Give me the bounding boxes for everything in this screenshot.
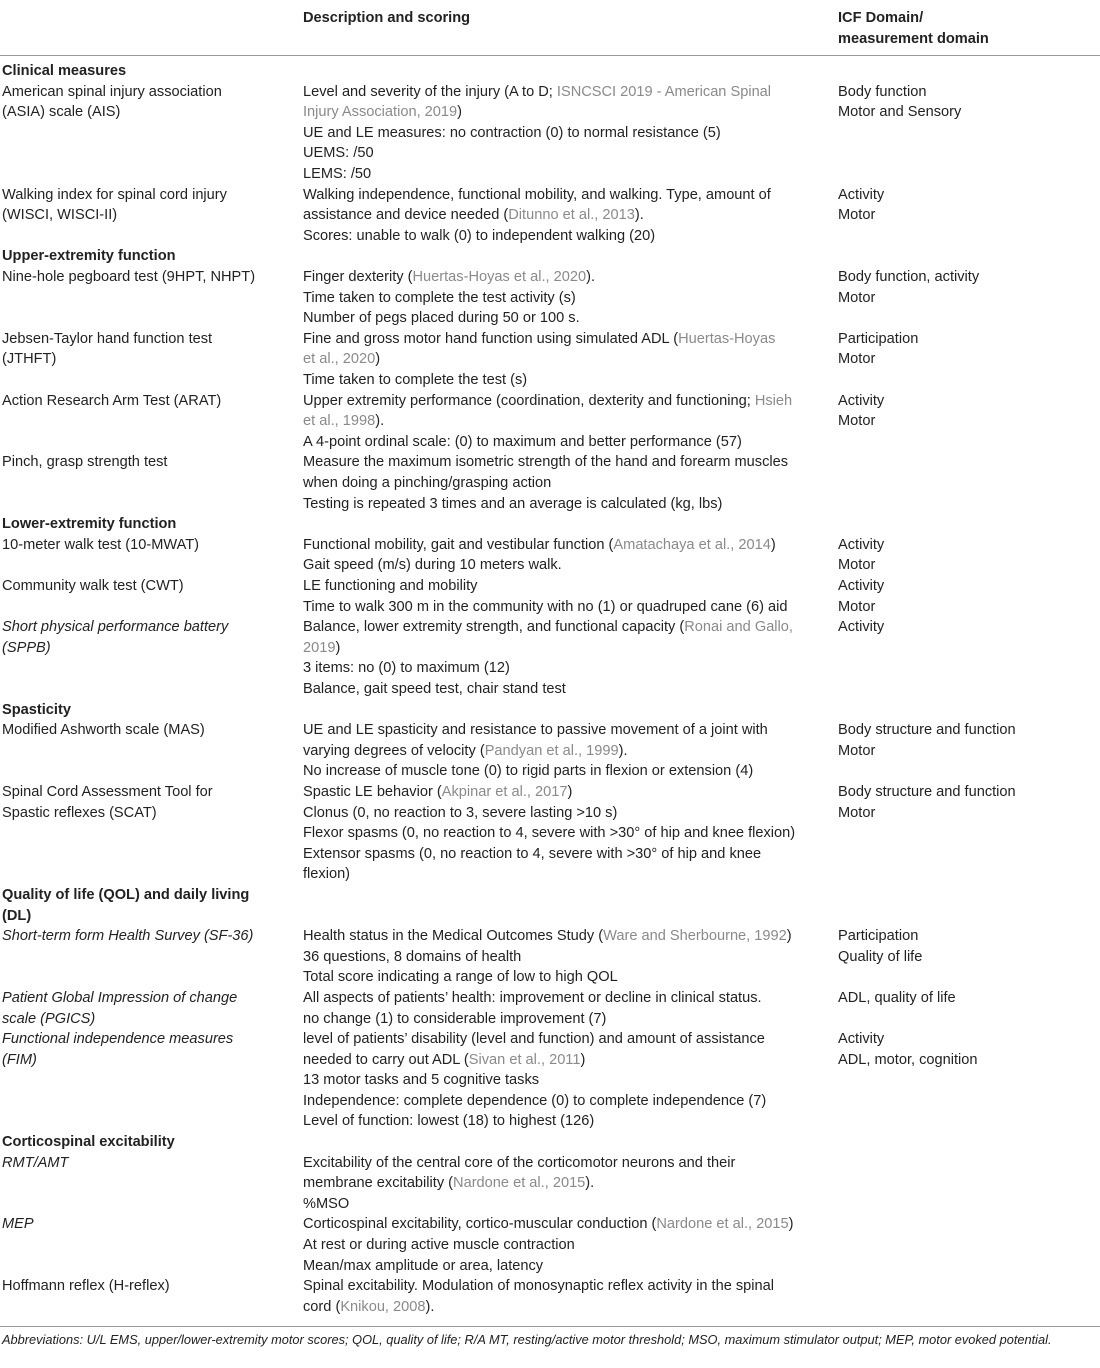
description-line [303, 452, 828, 473]
measure-name-cell [2, 185, 292, 226]
measure-name-line: Modified Ashworth scale (MAS) [2, 722, 205, 739]
measure-name-line: American spinal injury association [2, 83, 222, 100]
description-line [303, 967, 828, 988]
icf-domain-line: Motor and Sensory [838, 104, 962, 121]
citation-link[interactable]: Huertas-Hoyas [678, 330, 776, 347]
description-text: Time taken to complete the test activity (s) [303, 289, 576, 306]
table-row [0, 185, 1100, 247]
table-footer-divider [0, 1326, 1100, 1327]
description-text: Gait speed (m/s) during 10 meters walk. [303, 557, 562, 574]
measure-name-cell [2, 576, 292, 597]
description-line [303, 349, 828, 370]
table-row [0, 267, 1100, 329]
icf-domain-cell [838, 926, 1098, 967]
icf-domain-line: Body function [838, 83, 927, 100]
citation-link[interactable]: Injury Association, 2019 [303, 104, 458, 121]
description-cell [303, 1214, 828, 1276]
measure-name-cell [2, 82, 292, 123]
description-text: ). [375, 413, 385, 430]
description-text: Number of pegs placed during 50 or 100 s. [303, 310, 580, 327]
table-body [0, 61, 1100, 1317]
description-cell [303, 1276, 828, 1317]
description-text: 36 questions, 8 domains of health [303, 948, 522, 965]
citation-link[interactable]: Ditunno et al., 2013 [508, 207, 635, 224]
description-line [303, 432, 828, 453]
citation-link[interactable]: Pandyan et al., 1999 [484, 742, 619, 759]
description-text: ) [786, 928, 792, 945]
measure-name-line: scale (PGICS) [2, 1010, 96, 1027]
section-header-row [0, 514, 1100, 535]
description-text: level of patients’ disability (level and function) and amount of assistance [303, 1031, 765, 1048]
icf-domain-cell [838, 988, 1098, 1009]
icf-domain-cell [838, 391, 1098, 432]
description-line [303, 1050, 828, 1071]
description-text: no change (1) to considerable improvement (7) [303, 1010, 607, 1027]
description-text: needed to carry out ADL ( [303, 1051, 469, 1068]
description-cell [303, 452, 828, 514]
measure-name-cell [2, 926, 292, 947]
citation-link[interactable]: 2019 [303, 639, 336, 656]
description-text: Total score indicating a range of low to high QOL [303, 969, 618, 986]
description-line [303, 1256, 828, 1277]
table-header [0, 0, 1100, 56]
description-text: Flexor spasms (0, no reaction to 4, severe with >30° of hip and knee flexion) [303, 825, 796, 842]
icf-domain-cell [838, 267, 1098, 308]
description-text: membrane excitability ( [303, 1175, 454, 1192]
description-line [303, 391, 828, 412]
description-text: Time taken to complete the test (s) [303, 371, 528, 388]
icf-domain-line: Motor [838, 289, 876, 306]
section-title [2, 514, 292, 535]
description-line [303, 308, 828, 329]
citation-link[interactable]: Nardone et al., 2015 [656, 1216, 789, 1233]
section-title [2, 1132, 292, 1153]
description-text: A 4-point ordinal scale: (0) to maximum and better performance (57) [303, 433, 742, 450]
description-line [303, 844, 828, 865]
description-text: ) [375, 351, 381, 368]
description-line [303, 741, 828, 762]
table-row [0, 782, 1100, 885]
description-text: UE and LE measures: no contraction (0) to normal resistance (5) [303, 124, 721, 141]
table-row [0, 988, 1100, 1029]
section-header-row [0, 1132, 1100, 1153]
measure-name-line: Nine-hole pegboard test (9HPT, NHPT) [2, 268, 256, 285]
measure-name-cell [2, 1029, 292, 1070]
citation-link[interactable]: et al., 2020 [303, 351, 376, 368]
description-text: Time to walk 300 m in the community with no (1) or quadruped cane (6) aid [303, 598, 788, 615]
measure-name-line: (FIM) [2, 1051, 37, 1068]
measure-name-line: Community walk test (CWT) [2, 577, 184, 594]
icf-domain-cell [838, 329, 1098, 370]
citation-link[interactable]: ISNCSCI 2019 - American Spinal [556, 83, 772, 100]
description-text: ) [580, 1051, 586, 1068]
description-line [303, 370, 828, 391]
measure-name-line: MEP [2, 1216, 34, 1233]
description-text: 3 items: no (0) to maximum (12) [303, 660, 510, 677]
description-line [303, 205, 828, 226]
description-line [303, 164, 828, 185]
description-cell [303, 391, 828, 453]
description-text: UE and LE spasticity and resistance to passive movement of a joint with [303, 722, 768, 739]
section-title [2, 61, 292, 82]
description-text: At rest or during active muscle contraction [303, 1237, 575, 1254]
section-header-row [0, 246, 1100, 267]
description-line [303, 761, 828, 782]
description-line [303, 1091, 828, 1112]
icf-domain-line: Participation [838, 928, 919, 945]
description-text: Functional mobility, gait and vestibular function ( [303, 536, 614, 553]
description-line [303, 823, 828, 844]
description-text: Extensor spasms (0, no reaction to 4, severe with >30° of hip and knee [303, 845, 762, 862]
citation-link[interactable]: Ronai and Gallo, [684, 619, 793, 636]
column-header-description: Description and scoring [303, 10, 471, 26]
description-line [303, 288, 828, 309]
measure-name-line: Action Research Arm Test (ARAT) [2, 392, 222, 409]
measure-name-line: (ASIA) scale (AIS) [2, 104, 121, 121]
description-text: ). [634, 207, 644, 224]
description-text: Health status in the Medical Outcomes Study ( [303, 928, 604, 945]
citation-link[interactable]: Akpinar et al., 2017 [441, 783, 568, 800]
description-text: LEMS: /50 [303, 165, 372, 182]
description-cell [303, 617, 828, 699]
description-text: ). [618, 742, 628, 759]
description-text: varying degrees of velocity ( [303, 742, 485, 759]
description-text: UEMS: /50 [303, 145, 374, 162]
description-text: Walking independence, functional mobility, and walking. Type, amount of [303, 186, 771, 203]
description-text: ) [788, 1216, 794, 1233]
icf-domain-line: Activity [838, 619, 885, 636]
description-line [303, 597, 828, 618]
description-line [303, 185, 828, 206]
description-line [303, 638, 828, 659]
description-text: Corticospinal excitability, cortico-muscular conduction ( [303, 1216, 657, 1233]
measure-name-cell [2, 617, 292, 658]
description-text: ) [567, 783, 573, 800]
icf-domain-line: Activity [838, 186, 885, 203]
description-cell [303, 988, 828, 1029]
measure-name-cell [2, 720, 292, 741]
icf-domain-line: Activity [838, 1031, 885, 1048]
description-text: Independence: complete dependence (0) to complete independence (7) [303, 1092, 767, 1109]
description-cell [303, 185, 828, 247]
description-line [303, 1153, 828, 1174]
column-header-icf-domain [838, 8, 989, 49]
description-line [303, 1070, 828, 1091]
citation-link[interactable]: Hsieh [754, 392, 793, 409]
description-line [303, 555, 828, 576]
description-line [303, 411, 828, 432]
description-cell [303, 267, 828, 329]
description-line [303, 143, 828, 164]
section-header-row [0, 61, 1100, 82]
table-row [0, 1276, 1100, 1317]
measure-name-cell [2, 782, 292, 823]
table-row [0, 926, 1100, 988]
table-row [0, 617, 1100, 699]
description-text: LE functioning and mobility [303, 577, 478, 594]
description-line [303, 535, 828, 556]
description-line [303, 82, 828, 103]
description-text: All aspects of patients’ health: improvement or decline in clinical status. [303, 989, 762, 1006]
table-row [0, 1153, 1100, 1215]
icf-domain-cell [838, 185, 1098, 226]
description-line [303, 1297, 828, 1318]
measure-name-line: (SPPB) [2, 639, 51, 656]
measure-name-cell [2, 1214, 292, 1235]
table-row [0, 391, 1100, 453]
measure-name-line: RMT/AMT [2, 1154, 69, 1171]
measure-name-line: Jebsen-Taylor hand function test [2, 330, 213, 347]
description-text: Level and severity of the injury (A to D; [303, 83, 557, 100]
description-text: Measure the maximum isometric strength of the hand and forearm muscles [303, 454, 789, 471]
measure-name-line: (JTHFT) [2, 351, 57, 368]
section-title [2, 246, 292, 267]
section-title-line: Spasticity [2, 701, 71, 718]
description-text: ) [457, 104, 463, 121]
table-footnote: Abbreviations: U/L EMS, upper/lower-extremity motor scores; QOL, quality of life; R/A MT, resting/active motor threshold; MSO, maximum stimulator output; MEP, motor evoked potential. [2, 1332, 1052, 1347]
description-cell [303, 1029, 828, 1132]
measure-name-line: 10-meter walk test (10-MWAT) [2, 536, 200, 553]
citation-link[interactable]: Nardone et al., 2015 [453, 1175, 586, 1192]
icf-domain-line: Motor [838, 207, 876, 224]
table-row [0, 452, 1100, 514]
description-line [303, 658, 828, 679]
description-line [303, 1173, 828, 1194]
description-line [303, 226, 828, 247]
icf-domain-line: Activity [838, 577, 885, 594]
description-line [303, 1009, 828, 1030]
icf-domain-line: Motor [838, 804, 876, 821]
description-text: flexion) [303, 866, 351, 883]
icf-domain-line: Body structure and function [838, 783, 1016, 800]
description-text: Upper extremity performance (coordination, dexterity and functioning; [303, 392, 755, 409]
section-header-row [0, 700, 1100, 721]
description-cell [303, 926, 828, 988]
description-text: ). [586, 268, 596, 285]
description-line [303, 720, 828, 741]
table-row [0, 576, 1100, 617]
description-line [303, 102, 828, 123]
icf-domain-cell [838, 617, 1098, 638]
icf-domain-line: Motor [838, 351, 876, 368]
table-row [0, 82, 1100, 185]
icf-domain-line: Motor [838, 413, 876, 430]
measure-name-cell [2, 452, 292, 473]
icf-domain-line: Activity [838, 392, 885, 409]
description-text: Spastic LE behavior ( [303, 783, 442, 800]
icf-domain-cell [838, 535, 1098, 576]
description-text: No increase of muscle tone (0) to rigid parts in flexion or extension (4) [303, 763, 754, 780]
description-text: Spinal excitability. Modulation of monosynaptic reflex activity in the spinal [303, 1278, 775, 1295]
description-line [303, 803, 828, 824]
table-row [0, 329, 1100, 391]
measure-name-line: Short-term form Health Survey (SF-36) [2, 928, 254, 945]
measure-name-line: Hoffmann reflex (H-reflex) [2, 1278, 170, 1295]
measure-name-line: Spinal Cord Assessment Tool for [2, 783, 213, 800]
column-header-icf-line1: ICF Domain/ [838, 10, 924, 26]
section-title-line: Corticospinal excitability [2, 1134, 175, 1151]
description-line [303, 473, 828, 494]
icf-domain-line: ADL, quality of life [838, 989, 956, 1006]
icf-domain-line: Body function, activity [838, 268, 980, 285]
description-line [303, 926, 828, 947]
description-line [303, 1029, 828, 1050]
measure-name-line: (WISCI, WISCI-II) [2, 207, 118, 224]
icf-domain-cell [838, 82, 1098, 123]
measure-name-cell [2, 329, 292, 370]
description-line [303, 617, 828, 638]
measure-name-cell [2, 1153, 292, 1174]
description-cell [303, 782, 828, 885]
section-title-line: Lower-extremity function [2, 516, 177, 533]
icf-domain-line: Quality of life [838, 948, 923, 965]
description-text: ) [335, 639, 341, 656]
description-line [303, 679, 828, 700]
measure-name-cell [2, 988, 292, 1029]
description-line [303, 1194, 828, 1215]
measure-name-cell [2, 391, 292, 412]
description-line [303, 494, 828, 515]
description-text: Balance, gait speed test, chair stand test [303, 680, 566, 697]
description-cell [303, 1153, 828, 1215]
measure-name-line: Short physical performance battery [2, 619, 229, 636]
description-cell [303, 329, 828, 391]
description-line [303, 988, 828, 1009]
measure-name-cell [2, 1276, 292, 1297]
icf-domain-cell [838, 576, 1098, 617]
section-title [2, 885, 292, 926]
description-line [303, 267, 828, 288]
table-row [0, 1214, 1100, 1276]
description-cell [303, 535, 828, 576]
icf-domain-line: Motor [838, 557, 876, 574]
description-text: ). [585, 1175, 595, 1192]
section-header-row [0, 885, 1100, 926]
icf-domain-line: Activity [838, 536, 885, 553]
description-line [303, 1235, 828, 1256]
icf-domain-line: Participation [838, 330, 919, 347]
measure-name-line: Walking index for spinal cord injury [2, 186, 227, 203]
table-row [0, 535, 1100, 576]
description-cell [303, 82, 828, 185]
description-text: Balance, lower extremity strength, and functional capacity ( [303, 619, 685, 636]
description-line [303, 864, 828, 885]
measure-name-cell [2, 535, 292, 556]
description-text: ). [425, 1298, 435, 1315]
section-title-line: (DL) [2, 907, 32, 924]
section-title-line: Upper-extremity function [2, 248, 176, 265]
description-text: Scores: unable to walk (0) to independent walking (20) [303, 227, 656, 244]
description-text: Testing is repeated 3 times and an average is calculated (kg, lbs) [303, 495, 723, 512]
description-line [303, 782, 828, 803]
description-line [303, 1214, 828, 1235]
description-text: Excitability of the central core of the corticomotor neurons and their [303, 1154, 736, 1171]
icf-domain-cell [838, 1029, 1098, 1070]
description-line [303, 947, 828, 968]
description-cell [303, 576, 828, 617]
column-header-icf-line2: measurement domain [838, 30, 989, 47]
description-text: %MSO [303, 1195, 350, 1212]
description-line [303, 576, 828, 597]
measure-name-line: Functional independence measures [2, 1031, 234, 1048]
measure-name-line: Spastic reflexes (SCAT) [2, 804, 157, 821]
description-line [303, 123, 828, 144]
section-title [2, 700, 292, 721]
description-text: 13 motor tasks and 5 cognitive tasks [303, 1072, 540, 1089]
description-text: Level of function: lowest (18) to highest (126) [303, 1113, 595, 1130]
measure-name-line: Patient Global Impression of change [2, 989, 238, 1006]
citation-link[interactable]: Ware and Sherbourne, 1992 [603, 928, 787, 945]
measure-name-line: Pinch, grasp strength test [2, 454, 168, 471]
icf-domain-line: Motor [838, 742, 876, 759]
citation-link[interactable]: Knikou, 2008 [340, 1298, 426, 1315]
description-text: Fine and gross motor hand function using simulated ADL ( [303, 330, 679, 347]
description-text: Mean/max amplitude or area, latency [303, 1257, 544, 1274]
section-title-line: Quality of life (QOL) and daily living [2, 886, 250, 903]
icf-domain-cell [838, 782, 1098, 823]
citation-link[interactable]: et al., 1998 [303, 413, 376, 430]
description-text: when doing a pinching/grasping action [303, 474, 552, 491]
citation-link[interactable]: Amatachaya et al., 2014 [613, 536, 771, 553]
icf-domain-line: ADL, motor, cognition [838, 1051, 978, 1068]
description-line [303, 1111, 828, 1132]
table-row [0, 1029, 1100, 1132]
table-row [0, 720, 1100, 782]
icf-domain-line: Motor [838, 598, 876, 615]
icf-domain-line: Body structure and function [838, 722, 1016, 739]
citation-link[interactable]: Huertas-Hoyas et al., 2020 [412, 268, 587, 285]
citation-link[interactable]: Sivan et al., 2011 [468, 1051, 581, 1068]
section-title-line: Clinical measures [2, 63, 127, 79]
description-text: Finger dexterity ( [303, 268, 413, 285]
description-text: assistance and device needed ( [303, 207, 509, 224]
description-text: ) [770, 536, 776, 553]
description-line [303, 329, 828, 350]
description-text: Clonus (0, no reaction to 3, severe lasting >10 s) [303, 804, 618, 821]
description-text: cord ( [303, 1298, 341, 1315]
measure-name-cell [2, 267, 292, 288]
description-line [303, 1276, 828, 1297]
icf-domain-cell [838, 720, 1098, 761]
description-cell [303, 720, 828, 782]
